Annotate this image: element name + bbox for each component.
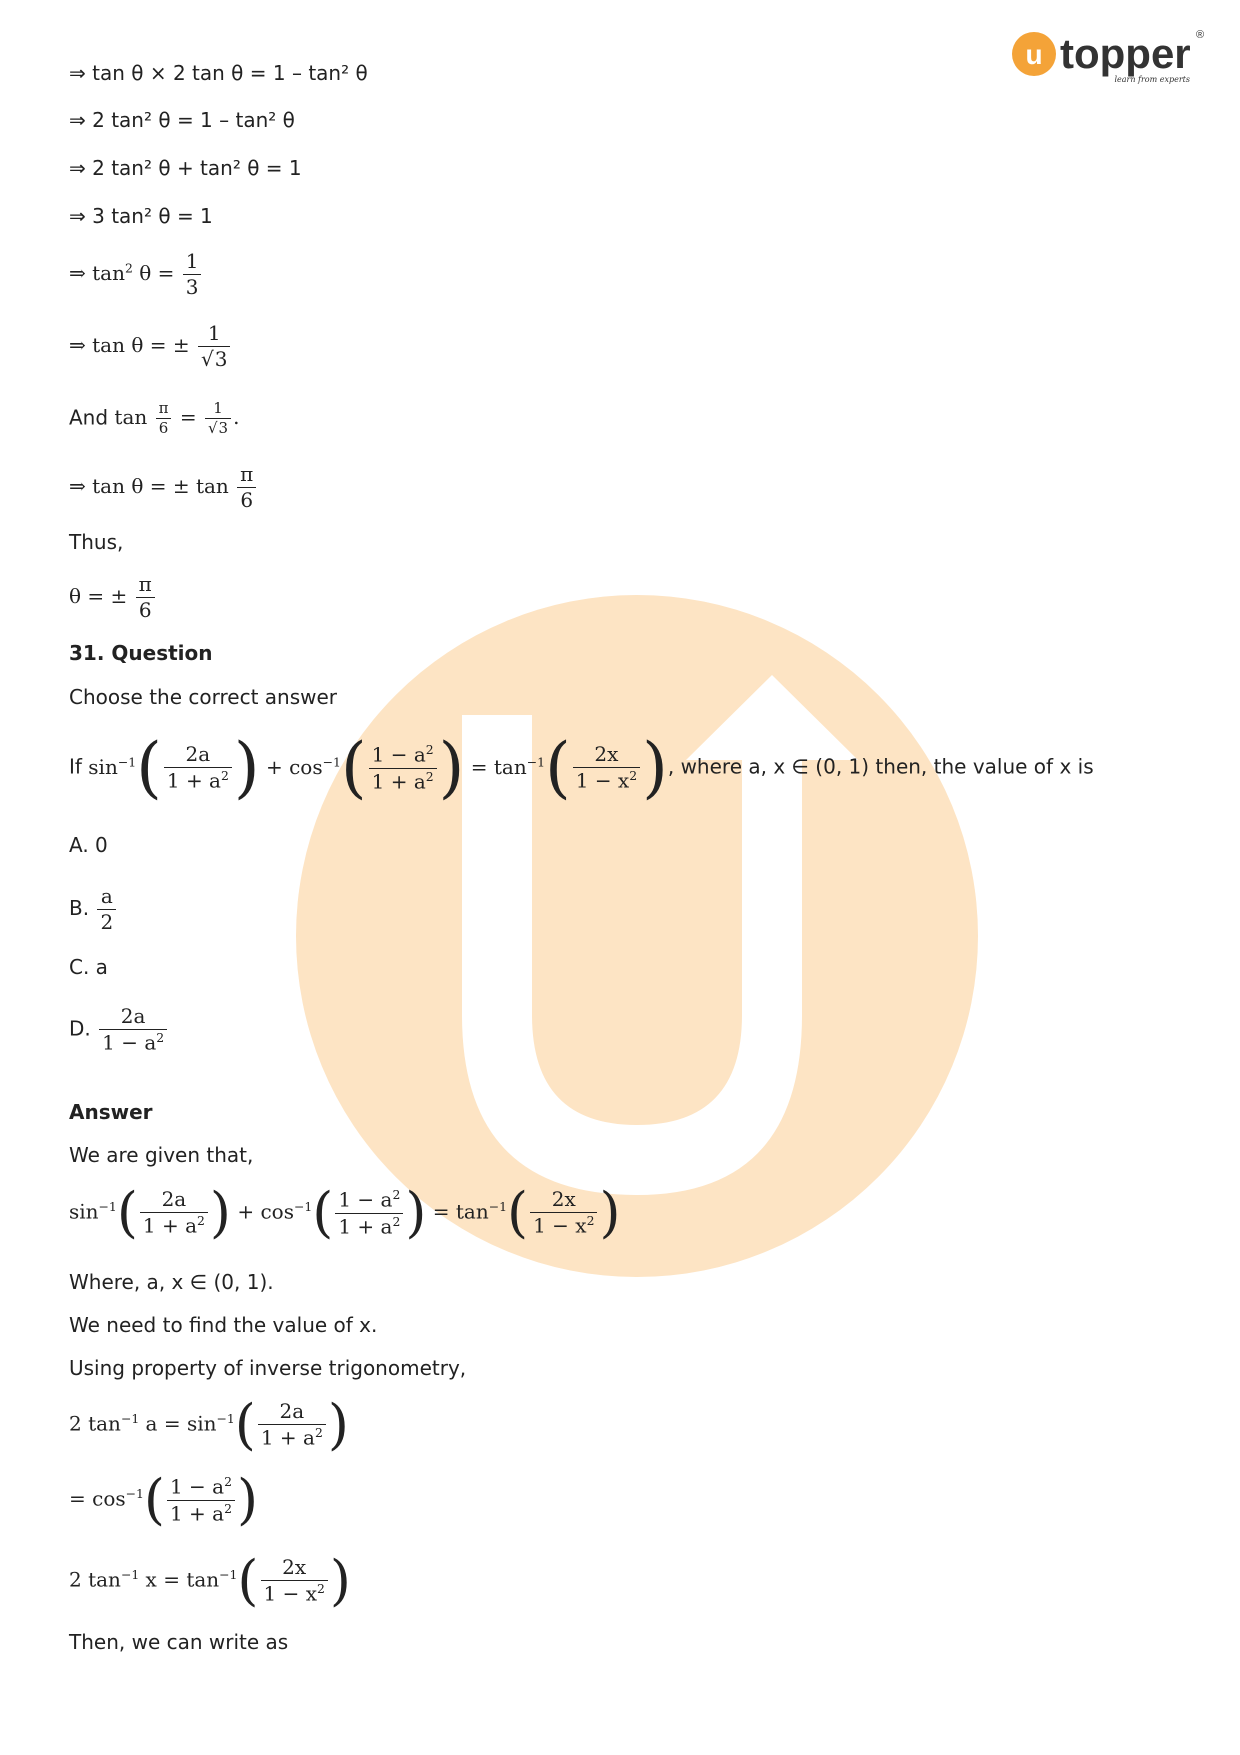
option-b: B. $\frac{a}{2}$ — [69, 885, 118, 934]
answer-title: Answer — [69, 1100, 153, 1124]
svg-text:®: ® — [1196, 29, 1205, 41]
svg-text:learn from experts: learn from experts — [1114, 75, 1190, 84]
step-line-1: ⇒ tan θ × 2 tan θ = 1 – tan² θ — [69, 61, 368, 85]
option-c: C. a — [69, 955, 108, 979]
option-b-label: B. — [69, 896, 90, 920]
and-line: And tan $\frac{\pi}{6}$ = $\frac{1}{√3}$ . — [69, 399, 240, 438]
topper-logo[interactable] — [1010, 28, 1210, 88]
step-line-4: ⇒ 3 tan² θ = 1 — [69, 204, 213, 228]
answer-given: We are given that, — [69, 1143, 254, 1167]
answer-need: We need to find the value of x. — [69, 1313, 378, 1337]
thus-label: Thus, — [69, 530, 124, 554]
question-condition: , where a, x ∈ (0, 1) then, the value of x is — [667, 754, 1094, 779]
answer-where: Where, a, x ∈ (0, 1). — [69, 1270, 274, 1294]
given-equation: $\sin^{-1}$( $\frac{2a}{1 + a^2}$ ) + $\cos^{-1}$( $\frac{1 - a^2}{1 + a^2}$ ) = $\tan^{-1}$( $\frac{2x}{1 - x^2}$ ) — [69, 1181, 621, 1244]
answer-then: Then, we can write as — [69, 1630, 289, 1654]
step-line-3: ⇒ 2 tan² θ + tan² θ = 1 — [69, 156, 302, 180]
option-a: A. 0 — [69, 833, 108, 857]
property-equation-3: 2 $\tan^{-1} x = \tan^{-1}$( $\frac{2x}{1 - x^2}$ ) — [69, 1549, 351, 1612]
watermark-logo — [296, 595, 978, 1277]
question-prompt: Choose the correct answer — [69, 685, 337, 709]
question-equation: If $\sin^{-1}$( $\frac{2a}{1 + a^2}$ ) + $\cos^{-1}$( $\frac{1 - a^2}{1 + a^2}$ ) = $\tan^{-1}$( $\frac{2x}{1 - x^2}$ ), where a, x ∈ (0, 1) then, the value of x is — [69, 729, 1094, 806]
svg-text:u: u — [1025, 39, 1043, 70]
property-equation-1: 2 $\tan^{-1} a = \sin^{-1}$( $\frac{2a}{1 + a^2}$ ) — [69, 1393, 349, 1456]
step-line-7: ⇒ tan θ = ± tan $\frac{\pi}{6}$ — [69, 463, 258, 512]
option-d: D. $\frac{2a}{1 - a^2}$ — [69, 1005, 169, 1055]
answer-using: Using property of inverse trigonometry, — [69, 1356, 467, 1380]
step-line-6: ⇒ tan θ = ± $\frac{1}{√3}$ — [69, 322, 232, 371]
step-line-5: ⇒ $\tan^2 \theta$ = $\frac{1}{3}$ — [69, 250, 203, 299]
property-equation-2: = $\cos^{-1}$( $\frac{1 - a^2}{1 + a^2}$ ) — [69, 1468, 259, 1531]
and-label: And — [69, 405, 109, 430]
question-title: 31. Question — [69, 641, 213, 665]
option-d-label: D. — [69, 1016, 91, 1041]
theta-result: θ = ± $\frac{\pi}{6}$ — [69, 573, 157, 622]
svg-text:topper: topper — [1060, 30, 1191, 77]
step-line-2: ⇒ 2 tan² θ = 1 – tan² θ — [69, 108, 295, 132]
